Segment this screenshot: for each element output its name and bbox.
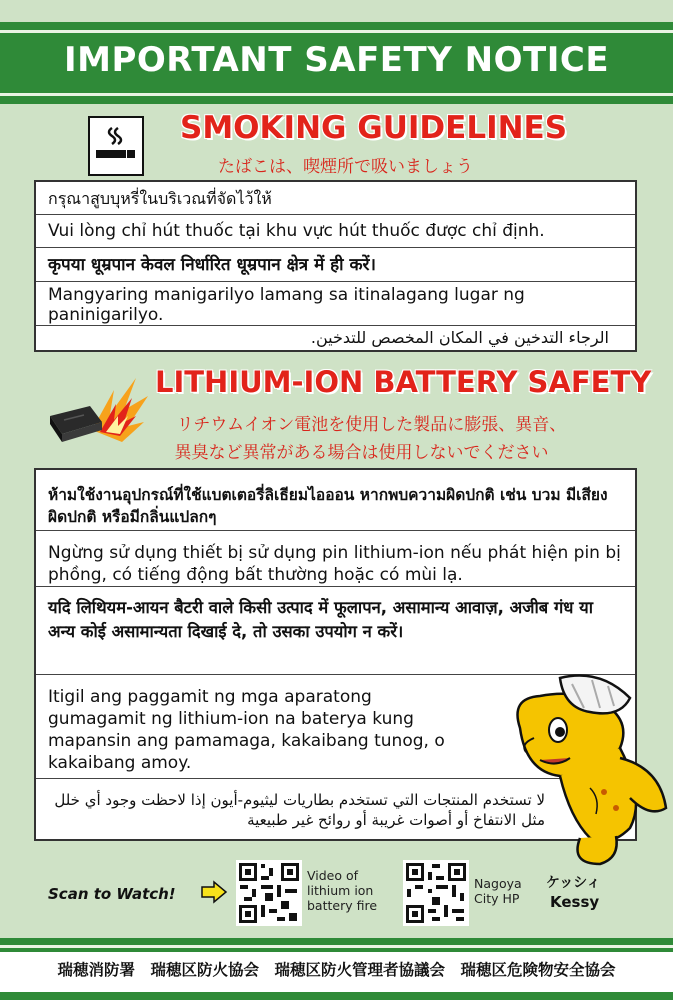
qr-code-nagoya-city[interactable] (403, 860, 469, 926)
qr-code-video[interactable] (236, 860, 302, 926)
smoking-line-vietnamese: Vui lòng chỉ hút thuốc tại khu vực hút thuốc được chỉ định. (36, 215, 635, 248)
qr-label-video: Video of lithium ion battery fire (307, 868, 378, 913)
smoking-title: SMOKING GUIDELINES (180, 110, 568, 146)
smoking-line-filipino: Mangyaring manigarilyo lamang sa itinalagang lugar ng paninigarilyo. (36, 282, 635, 326)
smoking-subtitle: たばこは、喫煙所で吸いましょう (218, 157, 473, 177)
smoking-line-hindi: कृपया धूम्रपान केवल निर्धारित धूम्रपान क्षेत्र में ही करें। (36, 248, 635, 282)
scan-to-watch-label: Scan to Watch! (48, 885, 176, 903)
smoking-guidelines-box (34, 180, 637, 352)
battery-title: LITHIUM-ION BATTERY SAFETY (155, 365, 652, 399)
footer-organizations: 瑞穂消防署 瑞穂区防火協会 瑞穂区防火管理者協議会 瑞穂区危険物安全協会 (57, 961, 616, 979)
footer-stripe (0, 945, 673, 948)
battery-paragraph-thai: ห้ามใช้งานอุปกรณ์ที่ใช้แบตเตอรี่ลิเธียมไอออน หากพบความผิดปกติ เช่น บวม มีเสียงผิดปกติ หรือมีกลิ่นแปลกๆ (48, 486, 608, 526)
battery-paragraph-hindi: यदि लिथियम-आयन बैटरी वाले किसी उत्पाद में फूलापन, असामान्य आवाज़, अजीब गंध या अन्य कोई असामान्यता दिखाई दे, तो उसका उपयोग न करें। (48, 598, 593, 641)
banner-stripe-bottom (0, 93, 673, 96)
banner-stripe-top (0, 30, 673, 33)
smoking-line-thai: กรุณาสูบบุหรี่ในบริเวณที่จัดไว้ให้ (36, 182, 635, 215)
battery-subtitle-line2: 異臭など異常がある場合は使用しないでください (174, 443, 549, 463)
battery-paragraph-arabic: لا تستخدم المنتجات التي تستخدم بطاريات ليثيوم-أيون إذا لاحظت وجود أي خلل مثل الانتفاخ أو أصوات غريبة أو روائح غير طبيعية (54, 791, 545, 829)
arrow-right-icon (200, 880, 228, 904)
mascot-name-english: Kessy (550, 893, 600, 911)
smoking-line-arabic: الرجاء التدخين في المكان المخصص للتدخين. (310, 328, 609, 347)
battery-paragraph-filipino: Itigil ang paggamit ng mga aparatong gumagamit ng lithium-ion na baterya kung mapansin ang pamamaga, kakaibang tunog, o kakaibang amoy. (48, 687, 445, 773)
no-smoking-icon (88, 116, 144, 176)
footer-banner (0, 938, 673, 1000)
qr-label-nagoya-city: Nagoya City HP (474, 876, 522, 906)
divider (36, 530, 635, 531)
divider (36, 586, 635, 587)
battery-subtitle-line1: リチウムイオン電池を使用した製品に膨張、異音、 (176, 415, 567, 435)
page-title: IMPORTANT SAFETY NOTICE (63, 40, 610, 80)
header-banner (0, 22, 673, 104)
mascot-name-japanese: ケッシィ (546, 875, 601, 891)
battery-paragraph-vietnamese: Ngừng sử dụng thiết bị sử dụng pin lithium-ion nếu phát hiện pin bị phồng, có tiếng động bất thường hoặc có mùi lạ. (48, 543, 621, 585)
